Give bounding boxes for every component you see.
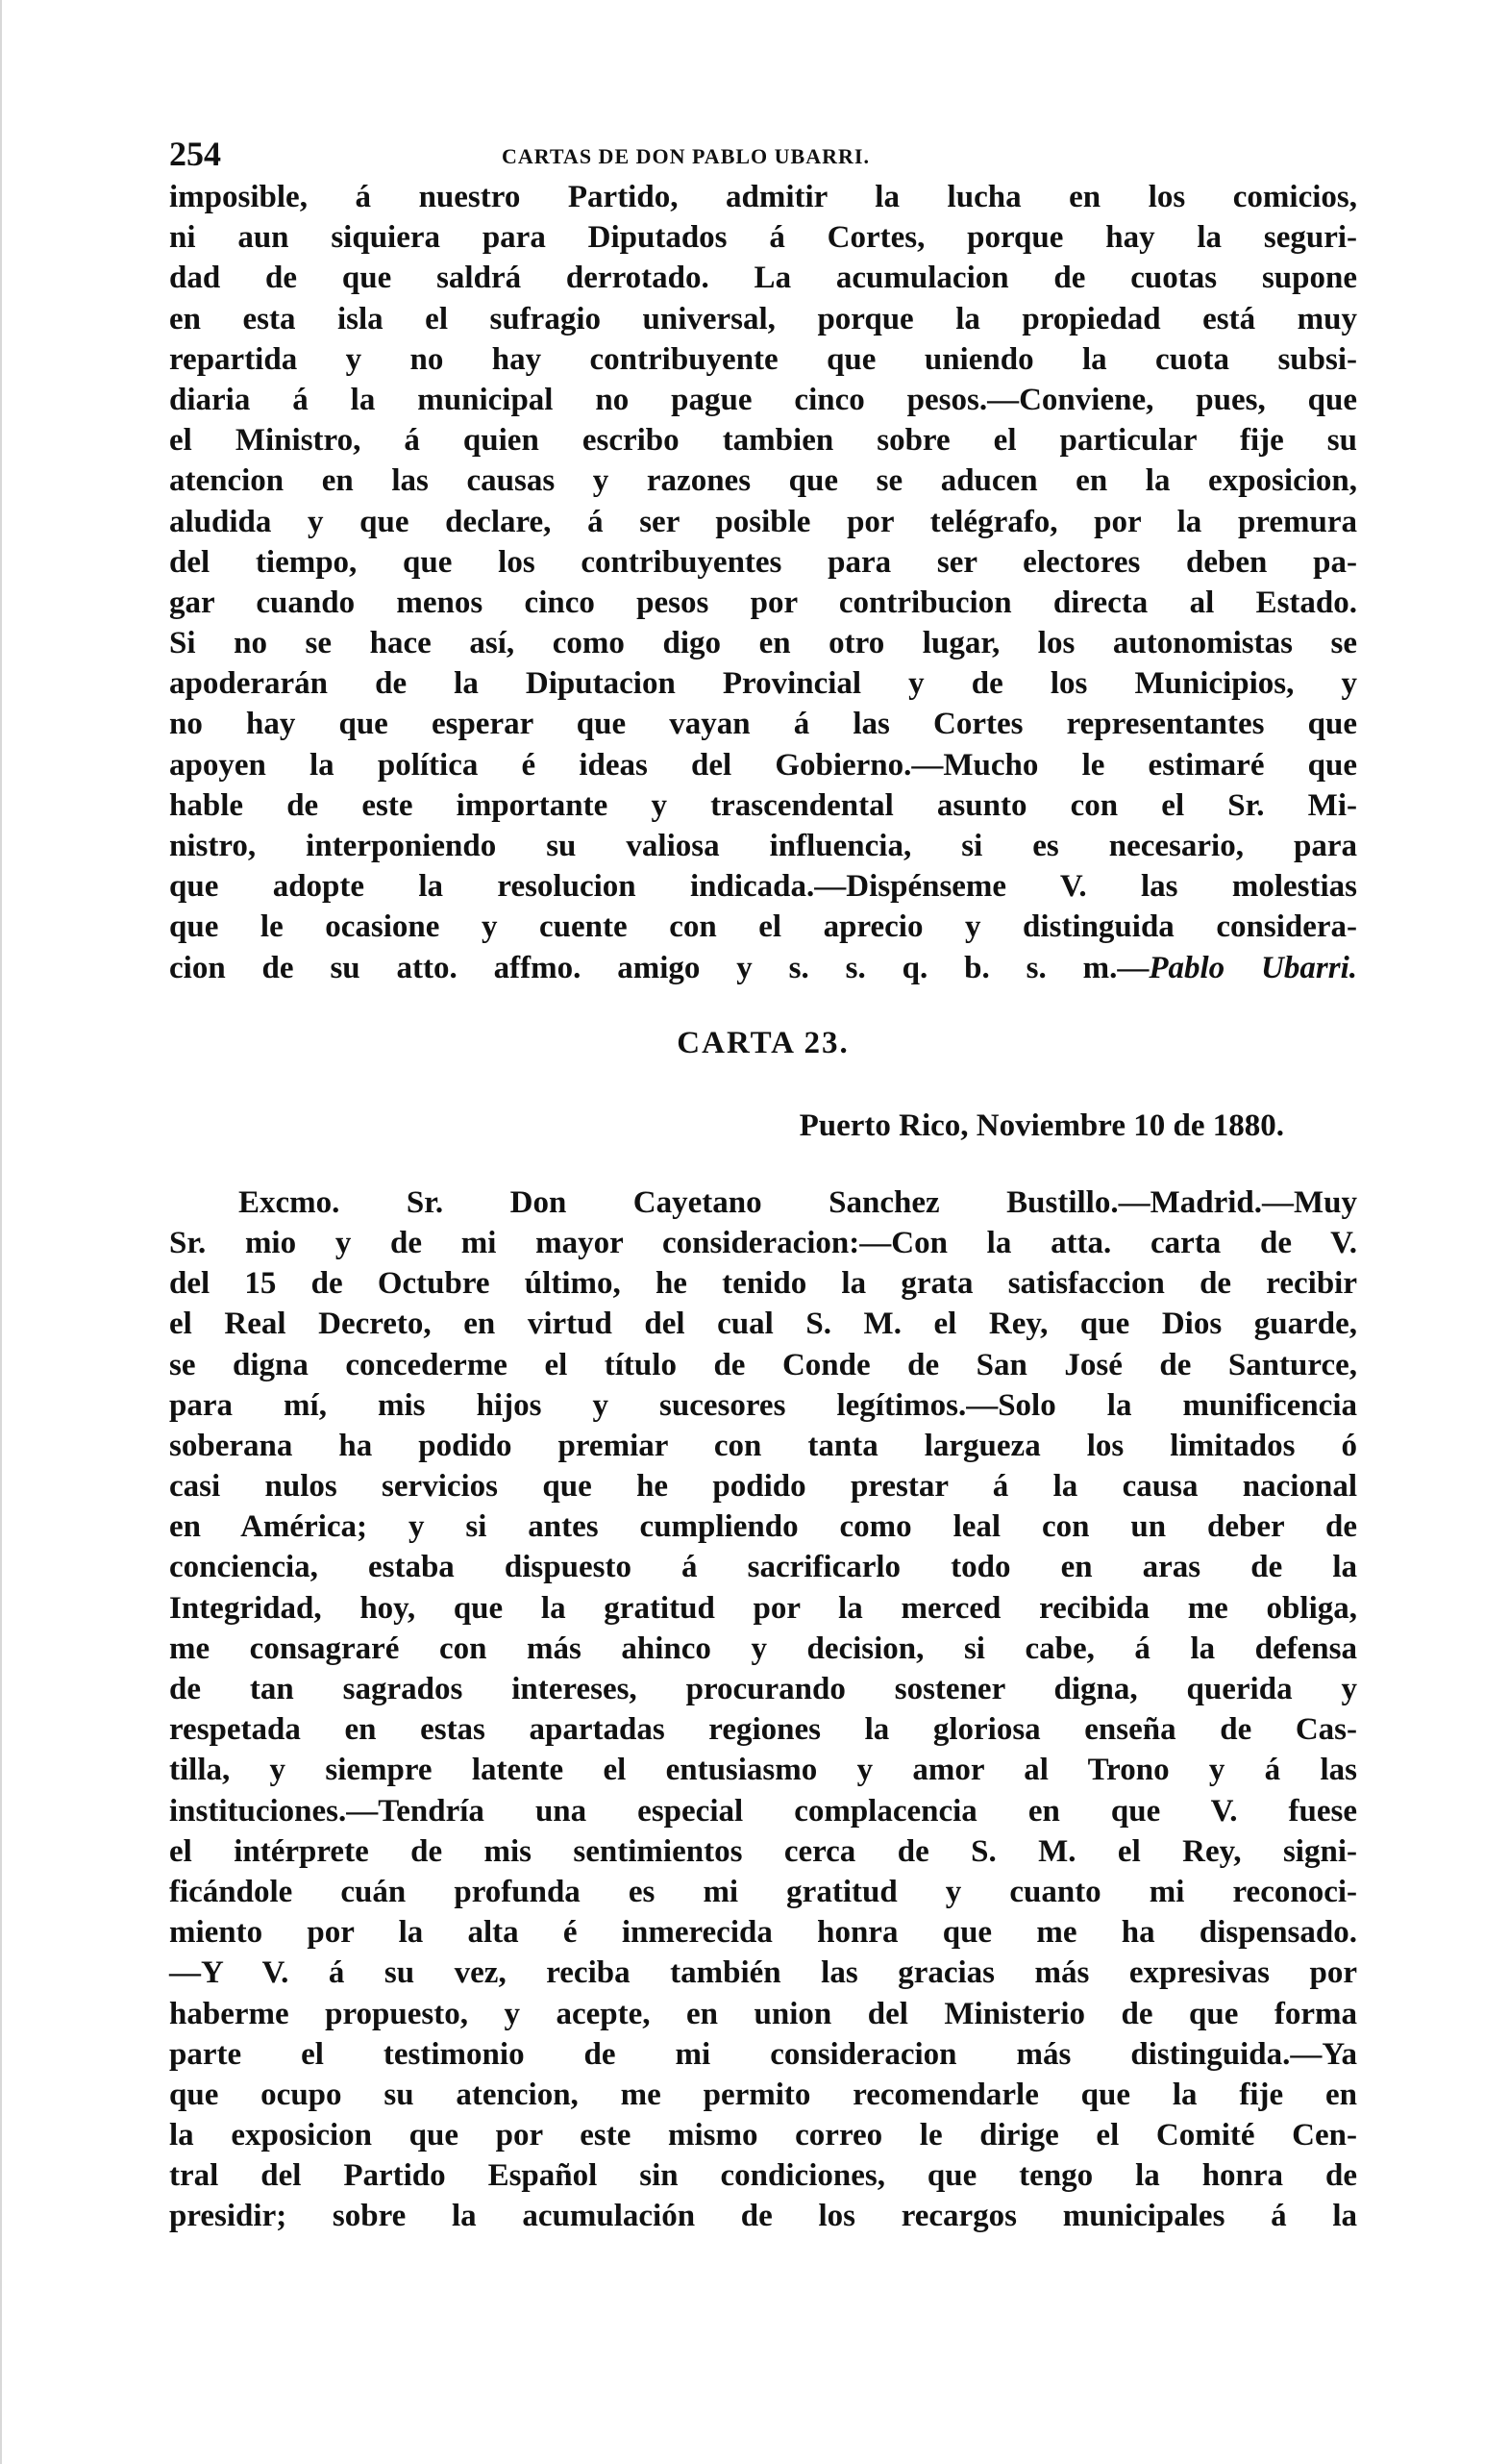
closing-text: cion de su atto. affmo. amigo y s. s. q. b. s. m.— (169, 950, 1150, 985)
text-line: en América; y si antes cumpliendo como leal con un deber de (169, 1509, 1357, 1545)
text-line: atencion en las causas y razones que se aducen en la exposicion, (169, 463, 1357, 499)
text-line: que ocupo su atencion, me permito recomendarle que la fije en (169, 2077, 1357, 2112)
text-line: la exposicion que por este mismo correo le dirige el Comité Cen- (169, 2118, 1357, 2153)
text-line: el intérprete de mis sentimientos cerca de S. M. el Rey, signi- (169, 1833, 1357, 1869)
scan-edge-line (0, 0, 2, 2464)
text-line: apoyen la política é ideas del Gobierno.—Mucho le estimaré que (169, 747, 1357, 783)
text-line: Integridad, hoy, que la gratitud por la merced recibida me obliga, (169, 1590, 1357, 1626)
text-line: para mí, mis hijos y sucesores legítimos.—Solo la munificencia (169, 1387, 1357, 1423)
letter-body (169, 1182, 1357, 2237)
text-line: haberme propuesto, y acepte, en union del Ministerio de que forma (169, 1996, 1357, 2031)
text-line: Sr. mio y de mi mayor consideracion:—Con la atta. carta de V. (169, 1225, 1357, 1260)
text-line: repartida y no hay contribuyente que uniendo la cuota subsi- (169, 341, 1357, 377)
text-line: imposible, á nuestro Partido, admitir la lucha en los comicios, (169, 180, 1357, 214)
text-line: casi nulos servicios que he podido prestar á la causa nacional (169, 1469, 1357, 1505)
text-line: respetada en estas apartadas regiones la gloriosa enseña de Cas- (169, 1712, 1357, 1748)
text-line: del tiempo, que los contribuyentes para ser electores deben pa- (169, 544, 1357, 580)
text-line: que le ocasione y cuente con el aprecio y distinguida considera- (169, 909, 1357, 945)
text-line: —Y V. á su vez, reciba también las gracias más expresivas por (169, 1955, 1357, 1991)
text-line: tral del Partido Español sin condiciones, que tengo la honra de (169, 2158, 1357, 2194)
text-line: no hay que esperar que vayan á las Cortes representantes que (169, 707, 1357, 742)
page-number: 254 (169, 135, 221, 173)
signature: Pablo Ubarri. (1149, 950, 1357, 985)
text-line: ni aun siquiera para Diputados á Cortes, porque hay la seguri- (169, 220, 1357, 256)
text-line: dad de que saldrá derrotado. La acumulacion de cuotas supone (169, 261, 1357, 296)
text-line: el Real Decreto, en virtud del cual S. M. el Rey, que Dios guarde, (169, 1307, 1357, 1342)
text-line: Si no se hace así, como digo en otro lugar, los autonomistas se (169, 626, 1357, 661)
running-head (169, 135, 1357, 177)
text-line: instituciones.—Tendría una especial complacencia en que V. fuese (169, 1793, 1357, 1829)
text-line: parte el testimonio de mi consideracion más distinguida.—Ya (169, 2036, 1357, 2072)
text-line: miento por la alta é inmerecida honra que me ha dispensado. (169, 1915, 1357, 1951)
text-line: ficándole cuán profunda es mi gratitud y cuanto mi reconoci- (169, 1874, 1357, 1909)
text-line: diaria á la municipal no pague cinco pesos.—Conviene, pues, que (169, 382, 1357, 417)
running-title: CARTAS DE DON PABLO UBARRI. (502, 144, 870, 168)
text-line: soberana ha podido premiar con tanta largueza los limitados ó (169, 1428, 1357, 1463)
text-line: tilla, y siempre latente el entusiasmo y amor al Trono y á las (169, 1753, 1357, 1788)
text-line: nistro, interponiendo su valiosa influencia, si es necesario, para (169, 829, 1357, 863)
text-line: que adopte la resolucion indicada.—Dispénseme V. las molestias (169, 869, 1357, 905)
text-line: se digna concederme el título de Conde de San José de Santurce, (169, 1347, 1357, 1382)
continued-letter-paragraph (169, 177, 1357, 988)
text-line: aludida y que declare, á ser posible por telégrafo, por la premura (169, 504, 1357, 539)
text-line: gar cuando menos cinco pesos por contribucion directa al Estado. (169, 585, 1357, 620)
text-line: el Ministro, á quien escribo tambien sobre el particular fije su (169, 423, 1357, 459)
book-page (169, 135, 1357, 2237)
text-line: Excmo. Sr. Don Cayetano Sanchez Bustillo.—Madrid.—Muy (238, 1184, 1357, 1220)
closing-line (169, 948, 1357, 988)
text-line: en esta isla el sufragio universal, porque la propiedad está muy (169, 301, 1357, 336)
text-line: apoderarán de la Diputacion Provincial y de los Municipios, y (169, 666, 1357, 702)
dateline: Puerto Rico, Noviembre 10 de 1880. (799, 1108, 1284, 1143)
text-line: me consagraré con más ahinco y decision, si cabe, á la defensa (169, 1630, 1357, 1666)
text-line: conciencia, estaba dispuesto á sacrificarlo todo en aras de la (169, 1550, 1357, 1585)
text-line: de tan sagrados intereses, procurando sostener digna, querida y (169, 1672, 1357, 1706)
text-line: del 15 de Octubre último, he tenido la grata satisfaccion de recibir (169, 1266, 1357, 1302)
letter-heading: CARTA 23. (677, 1025, 850, 1060)
text-line: hable de este importante y trascendental asunto con el Sr. Mi- (169, 787, 1357, 823)
text-line: presidir; sobre la acumulación de los recargos municipales á la (169, 2199, 1357, 2234)
